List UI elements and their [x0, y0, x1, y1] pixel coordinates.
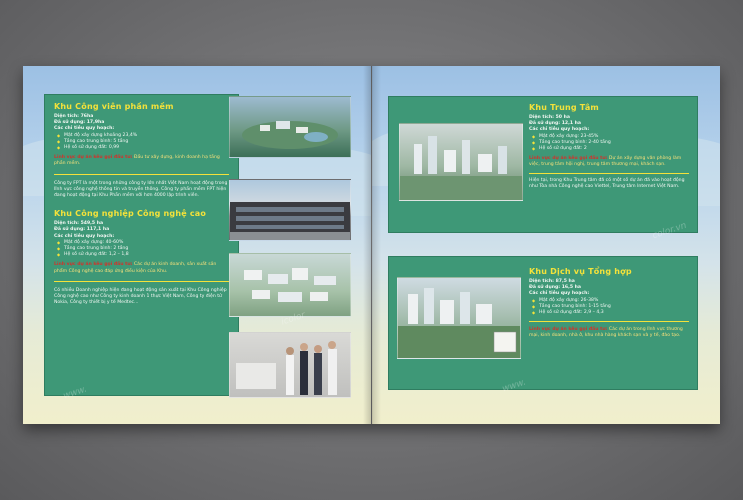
watermark-text: www. [501, 377, 528, 395]
center-zone-render [399, 123, 523, 201]
criteria-item: ◆ Tầng cao trung bình: 2 tầng [54, 246, 229, 252]
brochure-spread [23, 66, 720, 424]
criteria-item: ◆ Mật độ xây dựng khoảng 23,4% [54, 133, 229, 139]
divider [529, 173, 689, 174]
criteria-item: ◆ Mật độ xây dựng: 23-45% [529, 134, 689, 140]
section-description: Hiện tại, trong Khu Trung tâm đã có một số dự án đã vào hoạt động như Tòa nhà Công nghệ cao Viettel, Trung tâm Internet Việt Nam. [529, 177, 685, 189]
land-line: Đã sử dụng: 117,1 ha [54, 227, 110, 233]
land-line: Đã sử dụng: 17,9ha [54, 120, 105, 126]
attract-label: Lĩnh vực dự án kêu gọi đầu tư: [54, 262, 133, 268]
center-zone-text [529, 103, 689, 190]
urban-render-illustration [398, 278, 520, 358]
divider [54, 174, 229, 175]
city-render-illustration [400, 124, 522, 200]
criteria-item: ◆ Hệ số sử dụng đất: 2 [529, 146, 689, 152]
watermark-text: color.vn [651, 220, 688, 242]
criteria-label: Các chỉ tiêu quy hoạch: [529, 127, 590, 133]
section-title: Khu Công viên phần mềm [54, 102, 174, 111]
area-line: Diện tích: 50 ha [529, 115, 570, 120]
criteria-label: Các chỉ tiêu quy hoạch: [54, 233, 115, 239]
section-description: Công ty FPT là một trong những công ty lớn nhất Việt Nam hoạt động trong lĩnh vực công nghệ thông tin và truyền thông. Công ty phần mềm FPT hiện đang hoạt động tại Khu Phần mềm với hơn 4000 lập trình viên. [54, 180, 228, 199]
industrial-illustration [230, 254, 350, 316]
attract-line [54, 262, 229, 274]
attract-line [529, 156, 689, 168]
divider [54, 281, 229, 282]
attract-label: Lĩnh vực dự án kêu gọi đầu tư: [529, 156, 608, 162]
service-zone-render [397, 277, 521, 359]
area-line: Diện tích: 87,5 ha [529, 279, 575, 284]
aerial-campus-photo [229, 96, 351, 158]
criteria-item: ◆ Tầng cao trung bình: 1-15 tầng [529, 304, 689, 310]
building-photo [229, 179, 351, 241]
campus-illustration [230, 97, 350, 157]
building-illustration [230, 180, 350, 240]
content-panel-service-zone [388, 256, 698, 390]
criteria-label: Các chỉ tiêu quy hoạch: [529, 291, 590, 297]
watermark-text: icolor [280, 310, 307, 328]
section-title: Khu Dịch vụ Tổng hợp [529, 267, 632, 276]
criteria-item: ◆ Mật độ xây dựng: 40-60% [54, 240, 229, 246]
attract-label: Lĩnh vực dự án kêu gọi đầu tư: [529, 327, 608, 333]
section-title: Khu Trung Tâm [529, 103, 599, 112]
visitors-photo [229, 332, 351, 398]
service-zone-text [529, 267, 689, 340]
area-line: Diện tích: 549,5 ha [54, 221, 104, 227]
left-page [23, 66, 371, 424]
content-panel-left [44, 94, 239, 396]
attract-text: Dự án xây dựng văn phòng làm việc, trung tâm hội nghị, trung tâm thương mại, khách sạn. [529, 156, 682, 168]
criteria-item: ◆ Hệ số sử dụng đất: 0,99 [54, 145, 229, 151]
criteria-item: ◆ Tầng cao trung bình: 2-40 tầng [529, 140, 689, 146]
attract-text: Đầu tư xây dựng, kinh doanh hạ tầng phần mềm. [54, 155, 220, 167]
section-title: Khu Công nghiệp Công nghệ cao [54, 209, 207, 219]
criteria-label: Các chỉ tiêu quy hoạch: [54, 126, 115, 132]
attract-line [54, 155, 229, 167]
criteria-item: ◆ Tầng cao trung bình: 5 tầng [54, 139, 229, 145]
attract-line [529, 327, 689, 339]
industrial-park-photo [229, 253, 351, 317]
criteria-item: ◆ Mật độ xây dựng: 26-38% [529, 298, 689, 304]
right-page [372, 66, 720, 424]
watermark-text: www. [62, 384, 89, 402]
divider [529, 321, 689, 322]
land-line: Đã sử dụng: 16,5 ha [529, 285, 582, 291]
people-illustration [230, 333, 350, 397]
attract-text: Các dự án kinh doanh, sản xuất sản phẩm Công nghệ cao đáp ứng điều kiện của Khu. [54, 262, 217, 274]
area-line: Diện tích: 76ha [54, 114, 94, 119]
attract-text: Các dự án trong lĩnh vực thương mại, kinh doanh, nhà ở, khu nhà hàng khách sạn và y tế, đào tạo. [529, 327, 683, 339]
criteria-item: ◆ Hệ số sử dụng đất: 1,2 – 1,8 [54, 252, 229, 258]
attract-label: Lĩnh vực dự án kêu gọi đầu tư: [54, 155, 133, 161]
land-line: Đã sử dụng: 12,1 ha [529, 121, 582, 127]
content-panel-center-zone [388, 96, 698, 233]
criteria-item: ◆ Hệ số sử dụng đất: 2,9 – 4,3 [529, 310, 689, 316]
section-description: Có nhiều Doanh nghiệp hiện đang hoạt động sản xuất tại Khu Công nghiệp Công nghệ cao như Công ty kinh doanh 1 thực Việt Nam, Công ty điện tử Nokia, Công ty thiết bị y tế Medtec... [54, 287, 227, 306]
